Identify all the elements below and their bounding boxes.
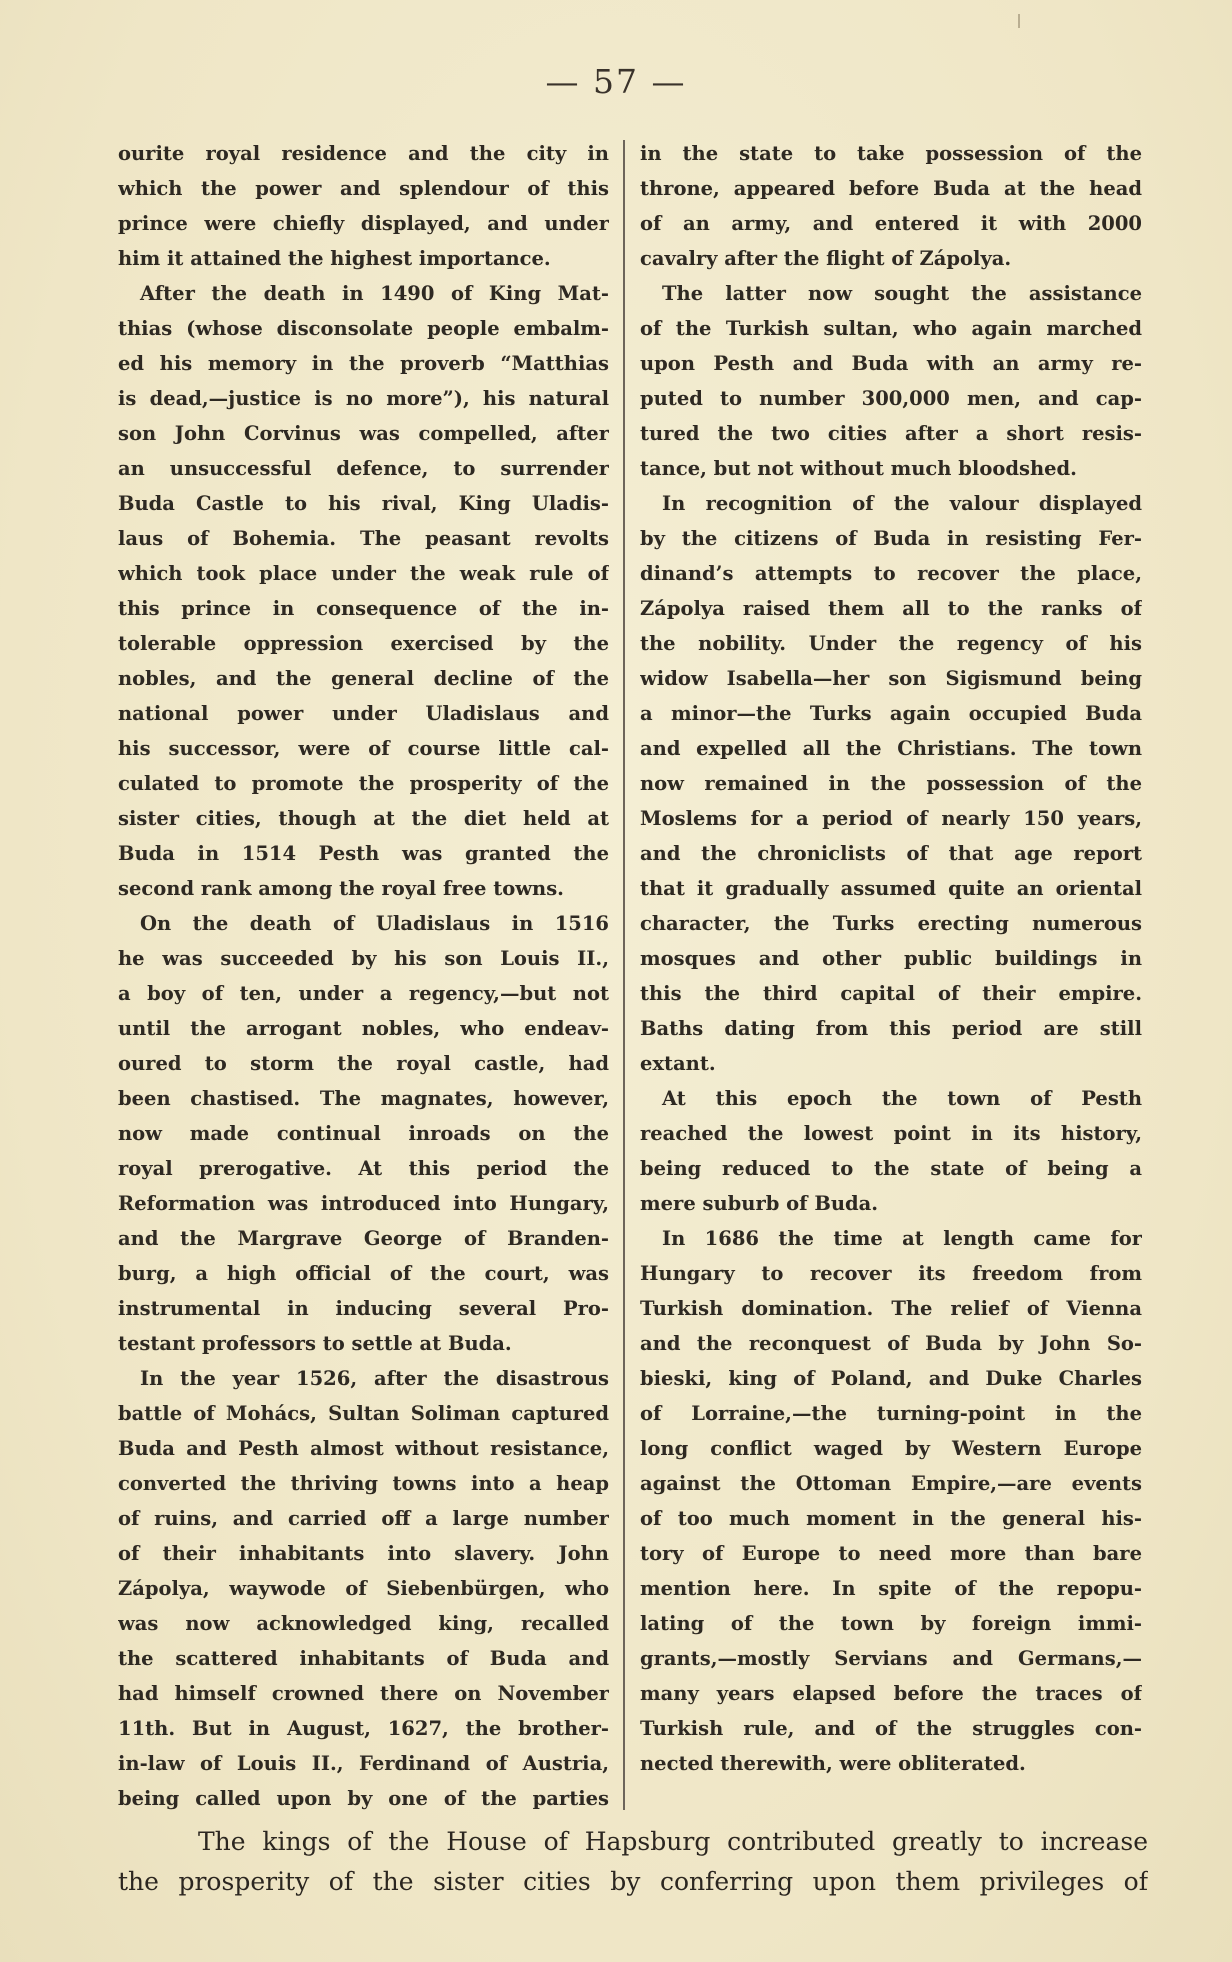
printer-mark <box>1018 14 1020 28</box>
text-line: the nobility. Under the regency of his <box>640 632 1142 655</box>
text-line: this prince in consequence of the in- <box>118 597 609 620</box>
page-number: — 57 — <box>545 62 687 101</box>
text-line: ed his memory in the proverb “Matthias <box>118 352 609 375</box>
text-line: grants,—mostly Servians and Germans,— <box>640 1647 1142 1670</box>
text-line: a minor—the Turks again occupied Buda <box>640 702 1142 725</box>
text-line: had himself crowned there on November <box>118 1682 609 1705</box>
text-line: is dead,—justice is no more”), his natural <box>118 387 609 410</box>
text-line: cavalry after the flight of Zápolya. <box>640 247 1012 270</box>
text-line: of their inhabitants into slavery. John <box>118 1542 609 1565</box>
text-line: The kings of the House of Hapsburg contributed greatly to increase <box>198 1827 1148 1856</box>
text-line: In the year 1526, after the disastrous <box>140 1367 609 1390</box>
text-line: culated to promote the prosperity of the <box>118 772 609 795</box>
text-line: second rank among the royal free towns. <box>118 877 564 900</box>
text-line: of ruins, and carried off a large number <box>118 1507 609 1530</box>
text-line: tance, but not without much bloodshed. <box>640 457 1077 480</box>
text-line: nobles, and the general decline of the <box>118 667 609 690</box>
text-line: which the power and splendour of this <box>118 177 609 200</box>
text-line: the scattered inhabitants of Buda and <box>118 1647 609 1670</box>
text-line: On the death of Uladislaus in 1516 <box>140 912 609 935</box>
text-line: him it attained the highest importance. <box>118 247 551 270</box>
text-line: thias (whose disconsolate people embalm- <box>118 317 609 340</box>
left-column <box>118 136 609 1816</box>
text-line: Buda and Pesth almost without resistance, <box>118 1437 609 1460</box>
text-line: nected therewith, were obliterated. <box>640 1752 1026 1775</box>
text-line: mention here. In spite of the repopu- <box>640 1577 1142 1600</box>
text-line: and the reconquest of Buda by John So- <box>640 1332 1142 1355</box>
text-line: now remained in the possession of the <box>640 772 1142 795</box>
text-line: widow Isabella—her son Sigismund being <box>640 667 1142 690</box>
text-line: dinand’s attempts to recover the place, <box>640 562 1142 585</box>
text-line: against the Ottoman Empire,—are events <box>640 1472 1142 1495</box>
text-line: been chastised. The magnates, however, <box>118 1087 609 1110</box>
text-line: was now acknowledged king, recalled <box>118 1612 609 1635</box>
text-line: son John Corvinus was compelled, after <box>118 422 609 445</box>
text-line: of the Turkish sultan, who again marched <box>640 317 1142 340</box>
text-line: reached the lowest point in its history, <box>640 1122 1142 1145</box>
text-line: in the state to take possession of the <box>640 142 1142 165</box>
text-line: character, the Turks erecting numerous <box>640 912 1142 935</box>
text-line: the prosperity of the sister cities by conferring upon them privileges of <box>118 1867 1148 1896</box>
text-line: mosques and other public buildings in <box>640 947 1142 970</box>
text-line: Turkish domination. The relief of Vienna <box>640 1297 1142 1320</box>
text-line: ourite royal residence and the city in <box>118 142 609 165</box>
text-line: At this epoch the town of Pesth <box>662 1087 1142 1110</box>
text-line: now made continual inroads on the <box>118 1122 609 1145</box>
text-line: royal prerogative. At this period the <box>118 1157 609 1180</box>
text-line: The latter now sought the assistance <box>662 282 1142 305</box>
text-line: In recognition of the valour displayed <box>662 492 1142 515</box>
text-line: and expelled all the Christians. The town <box>640 737 1142 760</box>
text-line: puted to number 300,000 men, and cap- <box>640 387 1142 410</box>
text-line: sister cities, though at the diet held at <box>118 807 609 830</box>
text-line: long conflict waged by Western Europe <box>640 1437 1142 1460</box>
column-divider <box>623 140 625 1810</box>
text-line: Zápolya, waywode of Siebenbürgen, who <box>118 1577 609 1600</box>
text-line: burg, a high official of the court, was <box>118 1262 609 1285</box>
text-line: Hungary to recover its freedom from <box>640 1262 1142 1285</box>
bottom-paragraph <box>118 1822 1148 1902</box>
text-line: testant professors to settle at Buda. <box>118 1332 512 1355</box>
text-line: he was succeeded by his son Louis II., <box>118 947 609 970</box>
text-line: national power under Uladislaus and <box>118 702 609 725</box>
text-line: many years elapsed before the traces of <box>640 1682 1142 1705</box>
text-line: until the arrogant nobles, who endeav- <box>118 1017 609 1040</box>
text-line: throne, appeared before Buda at the head <box>640 177 1142 200</box>
text-line: mere suburb of Buda. <box>640 1192 879 1215</box>
text-line: of an army, and entered it with 2000 <box>640 212 1142 235</box>
text-line: a boy of ten, under a regency,—but not <box>118 982 609 1005</box>
text-line: by the citizens of Buda in resisting Fer- <box>640 527 1142 550</box>
text-line: Moslems for a period of nearly 150 years, <box>640 807 1142 830</box>
text-line: that it gradually assumed quite an oriental <box>640 877 1142 900</box>
text-line: In 1686 the time at length came for <box>662 1227 1142 1250</box>
text-line: Reformation was introduced into Hungary, <box>118 1192 609 1215</box>
right-column <box>640 136 1142 1781</box>
text-line: extant. <box>640 1052 716 1075</box>
text-line: upon Pesth and Buda with an army re- <box>640 352 1142 375</box>
text-line: tolerable oppression exercised by the <box>118 632 609 655</box>
text-line: tory of Europe to need more than bare <box>640 1542 1142 1565</box>
text-line: prince were chiefly displayed, and under <box>118 212 609 235</box>
text-line: After the death in 1490 of King Mat- <box>140 282 609 305</box>
text-line: being reduced to the state of being a <box>640 1157 1142 1180</box>
text-line: Turkish rule, and of the struggles con- <box>640 1717 1142 1740</box>
text-line: being called upon by one of the parties <box>118 1787 609 1810</box>
text-line: and the Margrave George of Branden- <box>118 1227 609 1250</box>
text-line: instrumental in inducing several Pro- <box>118 1297 609 1320</box>
text-line: converted the thriving towns into a heap <box>118 1472 609 1495</box>
text-line: Zápolya raised them all to the ranks of <box>640 597 1142 620</box>
text-line: laus of Bohemia. The peasant revolts <box>118 527 609 550</box>
text-line: in-law of Louis II., Ferdinand of Austria, <box>118 1752 609 1775</box>
text-line: Buda Castle to his rival, King Uladis- <box>118 492 609 515</box>
text-line: Baths dating from this period are still <box>640 1017 1142 1040</box>
text-line: which took place under the weak rule of <box>118 562 609 585</box>
text-line: his successor, were of course little cal- <box>118 737 609 760</box>
text-line: of Lorraine,—the turning-point in the <box>640 1402 1142 1425</box>
text-line: this the third capital of their empire. <box>640 982 1142 1005</box>
text-line: tured the two cities after a short resis- <box>640 422 1142 445</box>
text-line: lating of the town by foreign immi- <box>640 1612 1142 1635</box>
text-line: oured to storm the royal castle, had <box>118 1052 609 1075</box>
text-line: 11th. But in August, 1627, the brother- <box>118 1717 609 1740</box>
text-line: Buda in 1514 Pesth was granted the <box>118 842 609 865</box>
text-line: and the chroniclists of that age report <box>640 842 1142 865</box>
text-line: of too much moment in the general his- <box>640 1507 1142 1530</box>
text-line: an unsuccessful defence, to surrender <box>118 457 609 480</box>
text-line: battle of Mohács, Sultan Soliman captured <box>118 1402 609 1425</box>
text-line: bieski, king of Poland, and Duke Charles <box>640 1367 1142 1390</box>
